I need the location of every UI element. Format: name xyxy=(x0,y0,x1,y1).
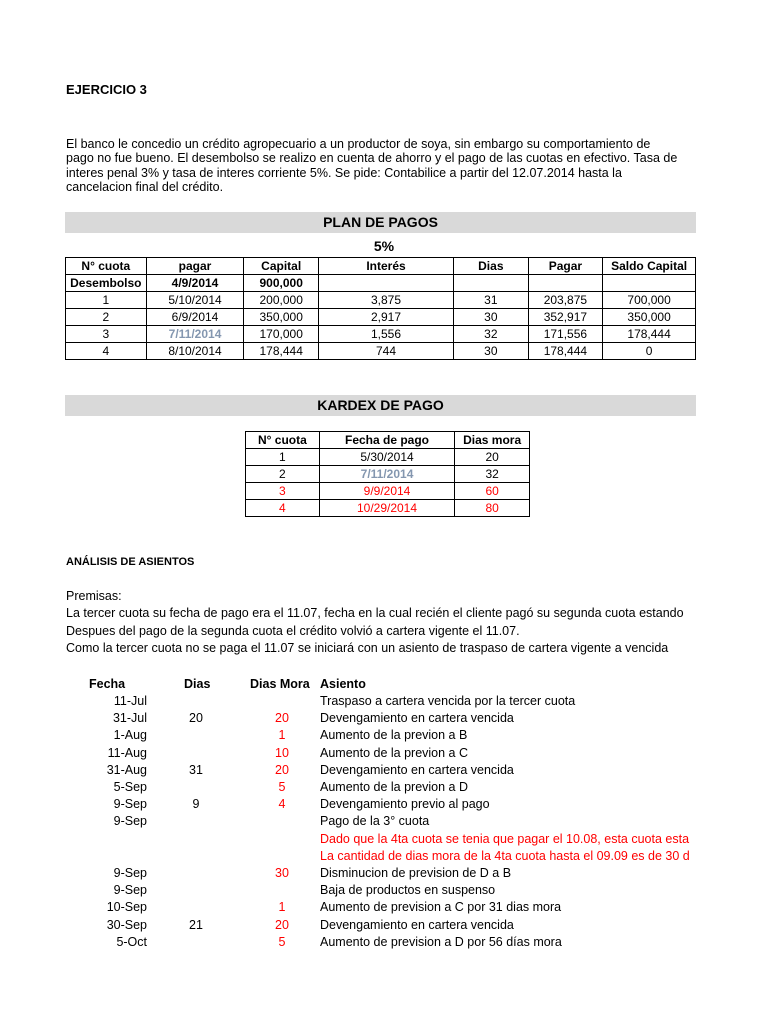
entry-dias: 20 xyxy=(189,711,203,726)
cell: 203,875 xyxy=(528,292,603,309)
table-row xyxy=(246,449,530,466)
cell: 350,000 xyxy=(603,309,696,326)
table-row xyxy=(66,275,696,292)
entry-asiento: Baja de productos en suspenso xyxy=(320,883,496,898)
cell: 171,556 xyxy=(528,326,603,343)
entry-fecha: 9-Sep xyxy=(113,883,147,898)
premise-line: Como la tercer cuota no se paga el 11.07 se iniciará con un asiento de traspaso de cartera vigente a vencida xyxy=(66,641,669,655)
entry-fecha: 9-Sep xyxy=(113,814,147,829)
entry-fecha: 31-Jul xyxy=(112,711,147,726)
intro-line: cancelacion final del crédito. xyxy=(66,179,224,194)
entry-fecha: 9-Sep xyxy=(113,866,147,880)
entry-asiento: Aumento de la previon a D xyxy=(320,780,469,794)
entry-dias-mora: 5 xyxy=(278,780,286,794)
exercise-title: EJERCICIO 3 xyxy=(66,82,147,97)
entry-row xyxy=(0,814,768,831)
premises-label: Premisas: xyxy=(66,589,122,603)
entry-asiento: Aumento de prevision a C por 31 dias mora xyxy=(320,900,562,915)
cell: 178,444 xyxy=(603,326,696,343)
entry-dias-mora: 20 xyxy=(275,762,289,777)
entry-row xyxy=(0,728,768,745)
cell: 30 xyxy=(454,343,529,360)
header-cell: Pagar xyxy=(528,258,603,275)
cell: 2 xyxy=(66,309,147,326)
plan-table xyxy=(65,257,696,360)
plan-header-row xyxy=(66,258,696,275)
cell: 3,875 xyxy=(318,292,453,309)
cell: 4 xyxy=(246,500,320,517)
table-row xyxy=(246,466,530,483)
cell: 5/10/2014 xyxy=(146,292,244,309)
cell: 6/9/2014 xyxy=(146,309,244,326)
entry-row xyxy=(0,935,768,952)
entry-fecha: 1-Aug xyxy=(113,728,147,743)
entry-asiento: Devengamiento en cartera vencida xyxy=(320,711,514,726)
cell: 352,917 xyxy=(528,309,603,326)
header-dias-mora: Dias Mora xyxy=(250,677,310,691)
cell: 200,000 xyxy=(244,292,319,309)
cell: 170,000 xyxy=(244,326,319,343)
header-cell: Interés xyxy=(318,258,453,275)
entries-header-row xyxy=(0,677,768,694)
entry-row xyxy=(0,866,768,883)
entry-dias-mora: 5 xyxy=(278,934,286,949)
cell: 32 xyxy=(455,466,530,483)
cell: 1,556 xyxy=(318,326,453,343)
entry-row xyxy=(0,694,768,711)
table-row xyxy=(66,309,696,326)
entry-fecha: 5-Sep xyxy=(113,780,147,794)
entry-dias-mora: 10 xyxy=(275,745,289,760)
header-cell: Dias xyxy=(454,258,529,275)
entry-row xyxy=(0,763,768,780)
header-dias: Dias xyxy=(184,677,211,691)
cell: 31 xyxy=(454,292,529,309)
cell: 10/29/2014 xyxy=(319,500,455,517)
entry-fecha: 11-Jul xyxy=(113,694,147,708)
cell: 80 xyxy=(455,500,530,517)
table-row xyxy=(66,343,696,360)
cell: 178,444 xyxy=(528,343,603,360)
intro-line: pago no fue bueno. El desembolso se realizo en cuenta de ahorro y el pago de las cuotas en efectivo. Tasa de xyxy=(66,151,678,166)
kardex-header-row xyxy=(246,432,530,449)
entry-asiento: Aumento de la previon a B xyxy=(320,728,468,743)
entry-dias: 9 xyxy=(192,797,200,812)
cell: 350,000 xyxy=(244,309,319,326)
cell: 3 xyxy=(66,326,147,343)
cell: 60 xyxy=(455,483,530,500)
header-cell: Capital xyxy=(244,258,319,275)
entry-dias-mora: 1 xyxy=(278,728,286,743)
premise-line: La tercer cuota su fecha de pago era el 11.07, fecha en la cual recién el cliente pagó su segunda cuota estando xyxy=(66,606,684,620)
entry-dias-mora: 20 xyxy=(275,917,289,932)
entry-row xyxy=(0,797,768,814)
cell: 3 xyxy=(246,483,320,500)
table-row xyxy=(66,326,696,343)
entry-asiento: Traspaso a cartera vencida por la tercer cuota xyxy=(320,694,576,708)
entry-fecha: 31-Aug xyxy=(106,762,147,777)
header-cell: Saldo Capital xyxy=(603,258,696,275)
cell: 2,917 xyxy=(318,309,453,326)
cell: 7/11/2014 xyxy=(146,326,244,343)
entry-dias-mora: 20 xyxy=(275,711,289,726)
table-row xyxy=(246,483,530,500)
cell xyxy=(454,275,529,292)
entry-row xyxy=(0,780,768,797)
entry-fecha: 30-Sep xyxy=(106,917,147,932)
cell xyxy=(603,275,696,292)
header-asiento: Asiento xyxy=(320,677,366,691)
entry-asiento: Dado que la 4ta cuota se tenia que pagar el 10.08, esta cuota esta xyxy=(320,831,690,846)
entry-asiento: Devengamiento en cartera vencida xyxy=(320,762,514,777)
cell: 4 xyxy=(66,343,147,360)
header-cell: Fecha de pago xyxy=(319,432,455,449)
cell xyxy=(528,275,603,292)
analysis-title: ANÁLISIS DE ASIENTOS xyxy=(66,556,195,568)
cell: 7/11/2014 xyxy=(319,466,455,483)
entry-row xyxy=(0,883,768,900)
kardex-table xyxy=(245,431,530,517)
entry-asiento: Aumento de prevision a D por 56 días mora xyxy=(320,934,562,949)
entry-asiento: Aumento de la previon a C xyxy=(320,745,469,760)
cell: 32 xyxy=(454,326,529,343)
premise-line: Despues del pago de la segunda cuota el crédito volvió a cartera vigente el 11.07. xyxy=(66,624,520,638)
entry-dias-mora: 4 xyxy=(278,797,286,812)
cell: 0 xyxy=(603,343,696,360)
header-fecha: Fecha xyxy=(89,677,126,691)
cell: 700,000 xyxy=(603,292,696,309)
cell: 8/10/2014 xyxy=(146,343,244,360)
cell: 5/30/2014 xyxy=(319,449,455,466)
cell: Desembolso xyxy=(66,275,147,292)
entry-row xyxy=(0,746,768,763)
entry-row xyxy=(0,918,768,935)
cell: 1 xyxy=(246,449,320,466)
cell: 178,444 xyxy=(244,343,319,360)
entry-asiento: La cantidad de dias mora de la 4ta cuota hasta el 09.09 es de 30 d xyxy=(320,848,690,863)
entry-dias: 31 xyxy=(189,762,203,777)
header-cell: N° cuota xyxy=(246,432,320,449)
intro-paragraph xyxy=(66,137,706,194)
entry-fecha: 5-Oct xyxy=(116,934,147,949)
cell: 9/9/2014 xyxy=(319,483,455,500)
cell: 30 xyxy=(454,309,529,326)
intro-line: El banco le concedio un crédito agropecuario a un productor de soya, sin embargo su comportamiento de xyxy=(66,137,651,151)
entry-fecha: 11-Aug xyxy=(107,745,147,760)
cell: 1 xyxy=(66,292,147,309)
entry-dias-mora: 1 xyxy=(278,900,286,915)
cell: 900,000 xyxy=(244,275,319,292)
cell: 744 xyxy=(318,343,453,360)
cell xyxy=(318,275,453,292)
table-row xyxy=(66,292,696,309)
entry-dias: 21 xyxy=(189,917,203,932)
entry-asiento: Disminucion de prevision de D a B xyxy=(320,866,512,880)
table-row xyxy=(246,500,530,517)
header-cell: N° cuota xyxy=(66,258,147,275)
kardex-title-band: KARDEX DE PAGO xyxy=(65,395,696,416)
entry-row xyxy=(0,832,768,849)
entry-row xyxy=(0,900,768,917)
entry-asiento: Devengamiento previo al pago xyxy=(320,797,490,812)
entry-fecha: 10-Sep xyxy=(106,900,147,915)
plan-title-band: PLAN DE PAGOS xyxy=(65,212,696,233)
entry-row xyxy=(0,711,768,728)
header-cell: Dias mora xyxy=(455,432,530,449)
cell: 2 xyxy=(246,466,320,483)
cell: 4/9/2014 xyxy=(146,275,244,292)
entry-asiento: Pago de la 3° cuota xyxy=(320,814,430,829)
entry-row xyxy=(0,849,768,866)
entry-dias-mora: 30 xyxy=(275,866,289,880)
header-cell: pagar xyxy=(146,258,244,275)
entry-asiento: Devengamiento en cartera vencida xyxy=(320,917,514,932)
entry-fecha: 9-Sep xyxy=(113,797,147,812)
intro-line: interes penal 3% y tasa de interes corriente 5%. Se pide: Contabilice a partir del 12.07.2014 hasta la xyxy=(66,165,622,180)
plan-rate: 5% xyxy=(373,238,395,254)
cell: 20 xyxy=(455,449,530,466)
